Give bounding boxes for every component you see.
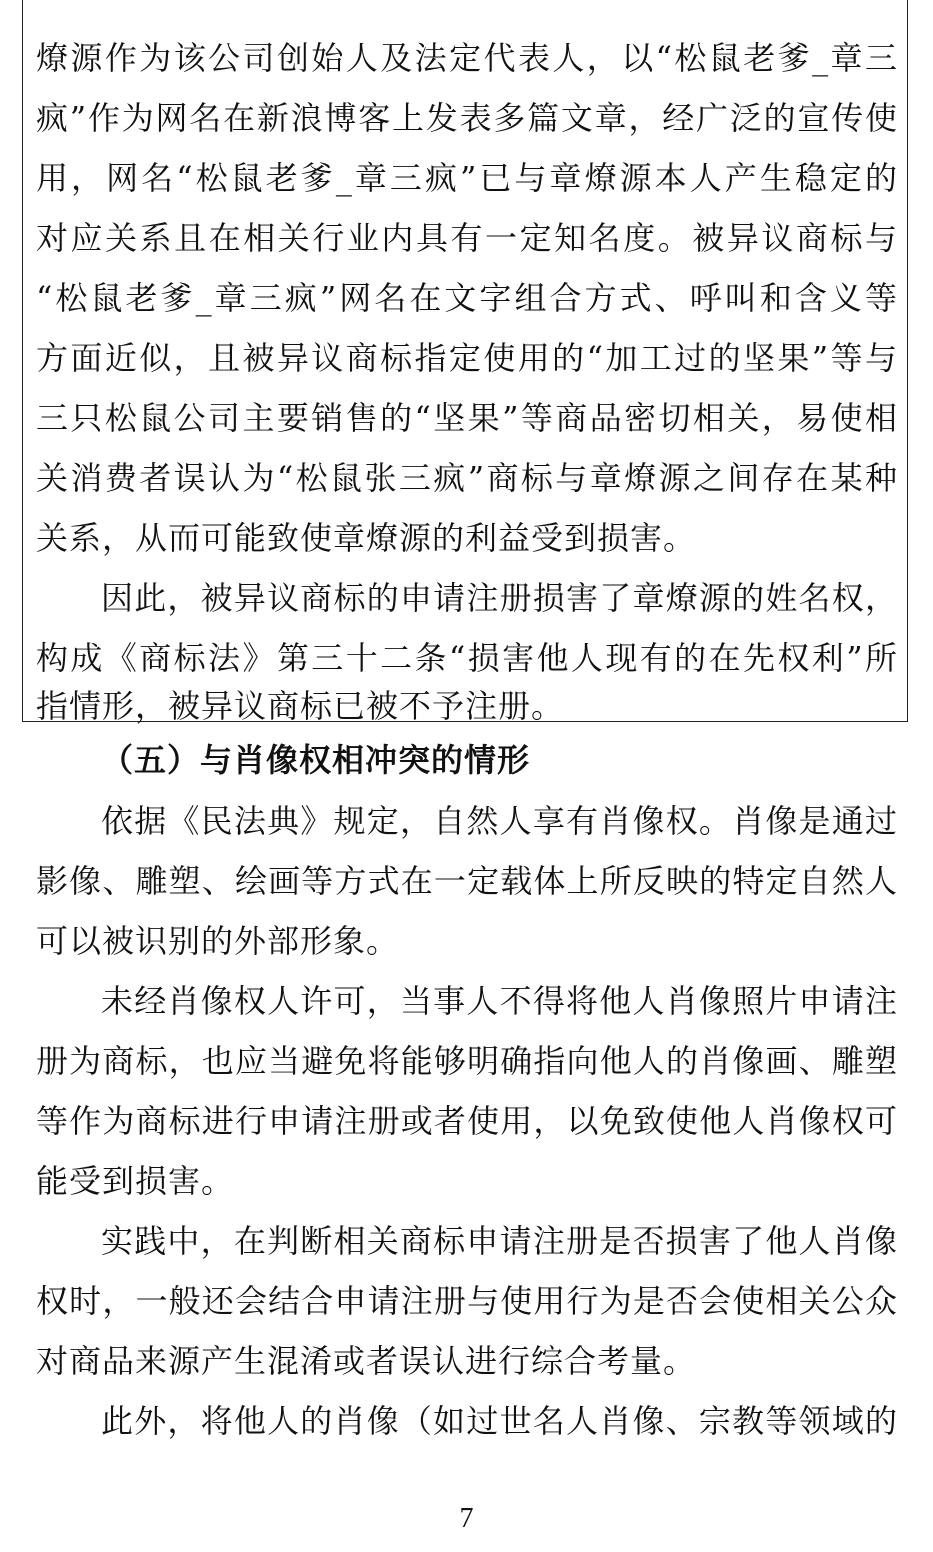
body-line-10: 对商品来源产生混淆或者误认进行综合考量。 — [36, 1342, 697, 1380]
case-line-2: 疯”作为网名在新浪博客上发表多篇文章，经广泛的宣传使 — [36, 99, 898, 137]
body-line-4: 未经肖像权人许可，当事人不得将他人肖像照片申请注 — [101, 982, 898, 1020]
body-line-11: 此外，将他人的肖像（如过世名人肖像、宗教等领域的 — [101, 1402, 898, 1440]
case-line-9: 关系，从而可能致使章燎源的利益受到损害。 — [36, 519, 697, 557]
body-line-3: 可以被识别的外部形象。 — [36, 922, 400, 960]
case-line-8: 关消费者误认为“松鼠张三疯”商标与章燎源之间存在某种 — [36, 459, 898, 497]
body-line-5: 册为商标，也应当避免将能够明确指向他人的肖像画、雕塑 — [36, 1042, 898, 1080]
body-line-7: 能受到损害。 — [36, 1162, 235, 1200]
section-heading: （五）与肖像权相冲突的情形 — [101, 741, 531, 779]
case-line-3: 用，网名“松鼠老爹_章三疯”已与章燎源本人产生稳定的 — [36, 159, 898, 197]
case-line-11: 构成《商标法》第三十二条“损害他人现有的在先权利”所 — [36, 639, 898, 677]
page-number: 7 — [459, 1503, 474, 1534]
body-line-1: 依据《民法典》规定，自然人享有肖像权。肖像是通过 — [101, 802, 898, 840]
case-line-12: 指情形，被异议商标已被不予注册。 — [36, 687, 565, 725]
body-line-9: 权时，一般还会结合申请注册与使用行为是否会使相关公众 — [36, 1282, 898, 1320]
body-line-8: 实践中，在判断相关商标申请注册是否损害了他人肖像 — [101, 1222, 898, 1260]
case-line-6: 方面近似，且被异议商标指定使用的“加工过的坚果”等与 — [36, 339, 898, 377]
case-line-10: 因此，被异议商标的申请注册损害了章燎源的姓名权， — [101, 579, 898, 617]
case-line-5: “松鼠老爹_章三疯”网名在文字组合方式、呼叫和含义等 — [36, 279, 898, 317]
case-line-1: 燎源作为该公司创始人及法定代表人，以“松鼠老爹_章三 — [36, 39, 898, 77]
case-line-4: 对应关系且在相关行业内具有一定知名度。被异议商标与 — [36, 219, 898, 257]
body-line-2: 影像、雕塑、绘画等方式在一定载体上所反映的特定自然人 — [36, 862, 898, 900]
case-line-7: 三只松鼠公司主要销售的“坚果”等商品密切相关，易使相 — [36, 399, 898, 437]
body-line-6: 等作为商标进行申请注册或者使用，以免致使他人肖像权可 — [36, 1102, 898, 1140]
